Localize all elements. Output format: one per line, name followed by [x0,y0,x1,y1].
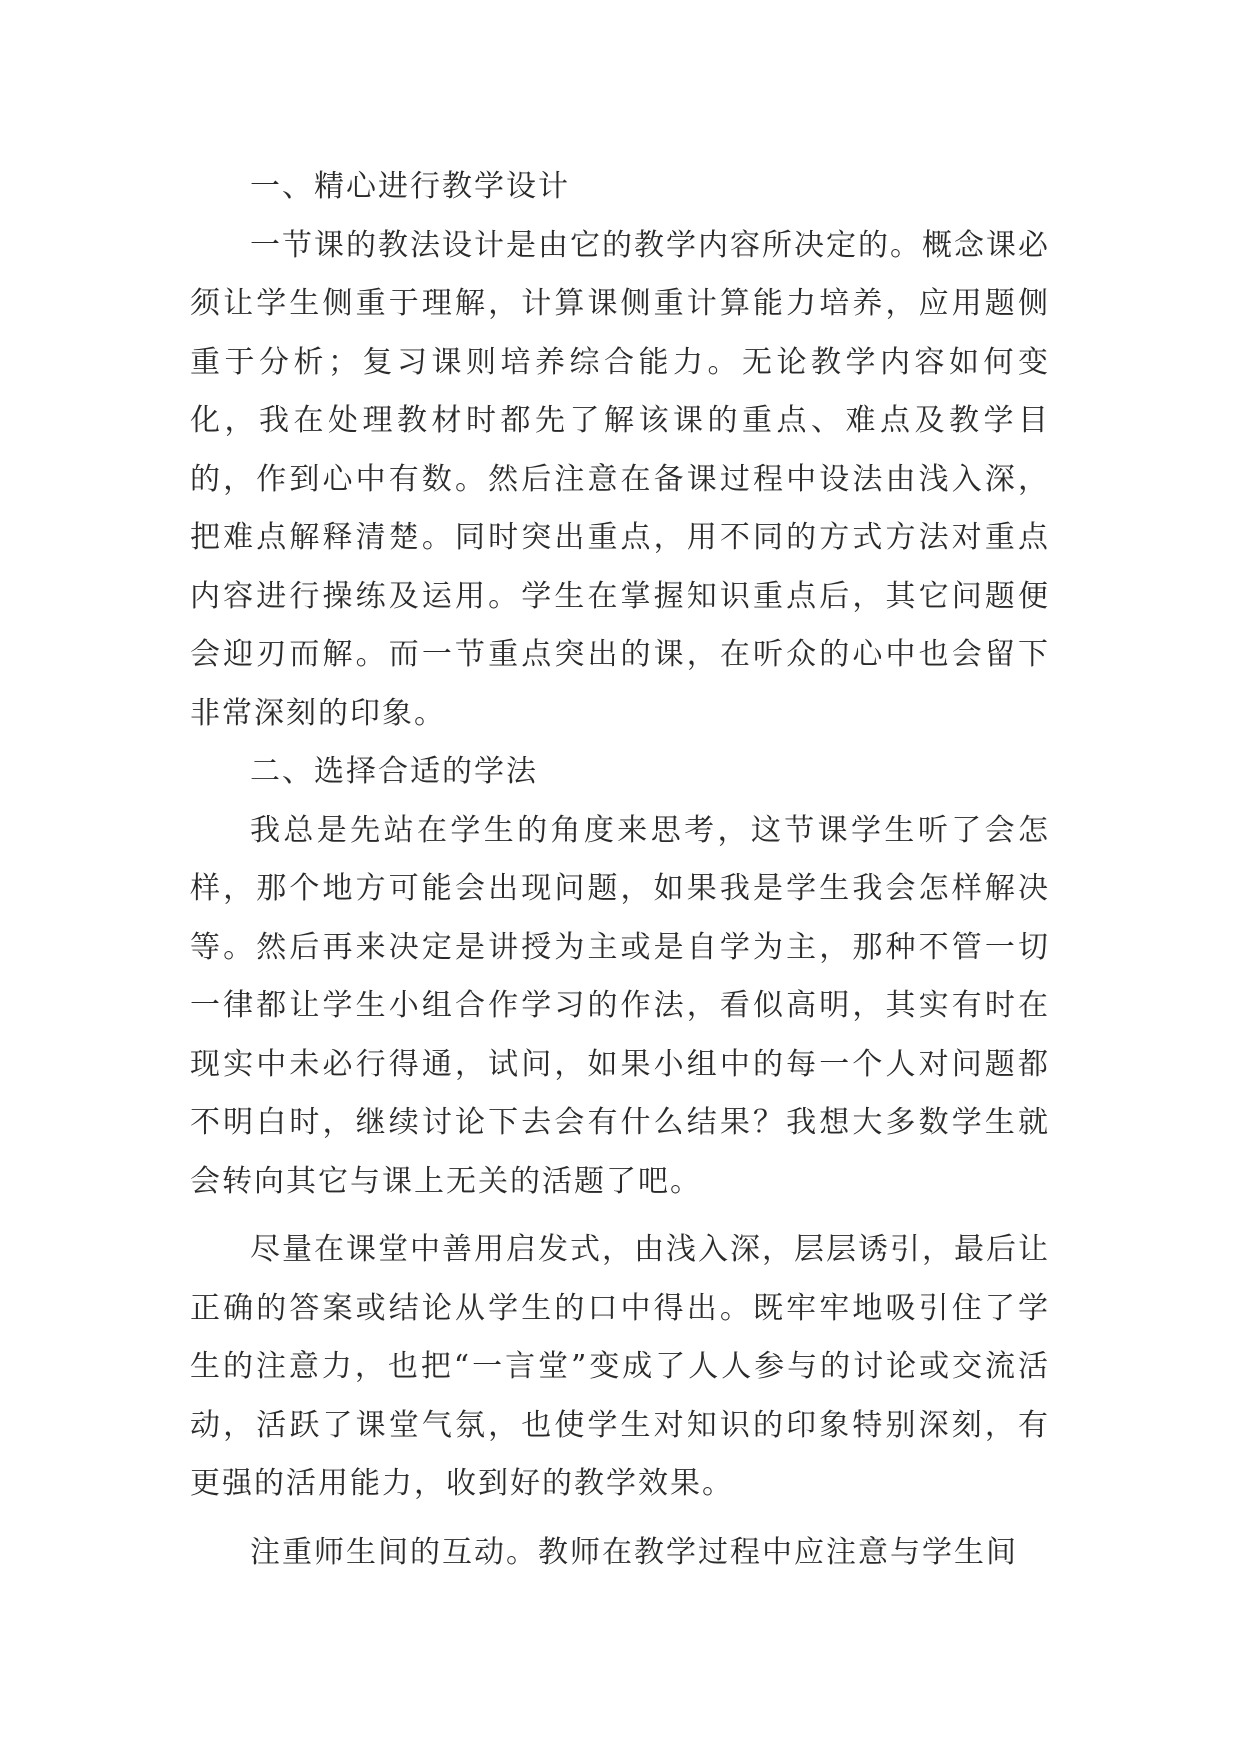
section-heading-1: 一、精心进行教学设计 [250,169,570,204]
paragraph-teaching-design: 一节课的教法设计是由它的教学内容所决定的。概念课必须让学生侧重于理解，计算课侧重计算能力培养，应用题侧重于分析；复习课则培养综合能力。无论教学内容如何变化，我在处理教材时都先了解该课的重点、难点及教学目的，作到心中有数。然后注意在备课过程中设法由浅入深，把难点解释清楚。同时突出重点，用不同的方式方法对重点内容进行操练及运用。学生在掌握知识重点后，其它问题便会迎刃而解。而一节重点突出的课，在听众的心中也会留下非常深刻的印象。 [190,227,1050,731]
document-page [190,158,1050,1582]
section-heading-2: 二、选择合适的学法 [250,754,538,789]
paragraph-heuristic-method: 尽量在课堂中善用启发式，由浅入深，层层诱引，最后让正确的答案或结论从学生的口中得出。既牢牢地吸引住了学生的注意力，也把“一言堂”变成了人人参与的讨论或交流活动，活跃了课堂气氛，也使学生对知识的印象特别深刻，有更强的活用能力，收到好的教学效果。 [190,1232,1050,1501]
paragraph-interaction: 注重师生间的互动。教师在教学过程中应注意与学生间 [250,1534,1018,1570]
paragraph-student-perspective: 我总是先站在学生的角度来思考，这节课学生听了会怎样，那个地方可能会出现问题，如果我是学生我会怎样解决等。然后再来决定是讲授为主或是自学为主，那种不管一切一律都让学生小组合作学习的作法，看似高明，其实有时在现实中未必行得通，试问，如果小组中的每一个人对问题都不明白时，继续讨论下去会有什么结果？我想大多数学生就会转向其它与课上无关的活题了吧。 [190,812,1050,1199]
